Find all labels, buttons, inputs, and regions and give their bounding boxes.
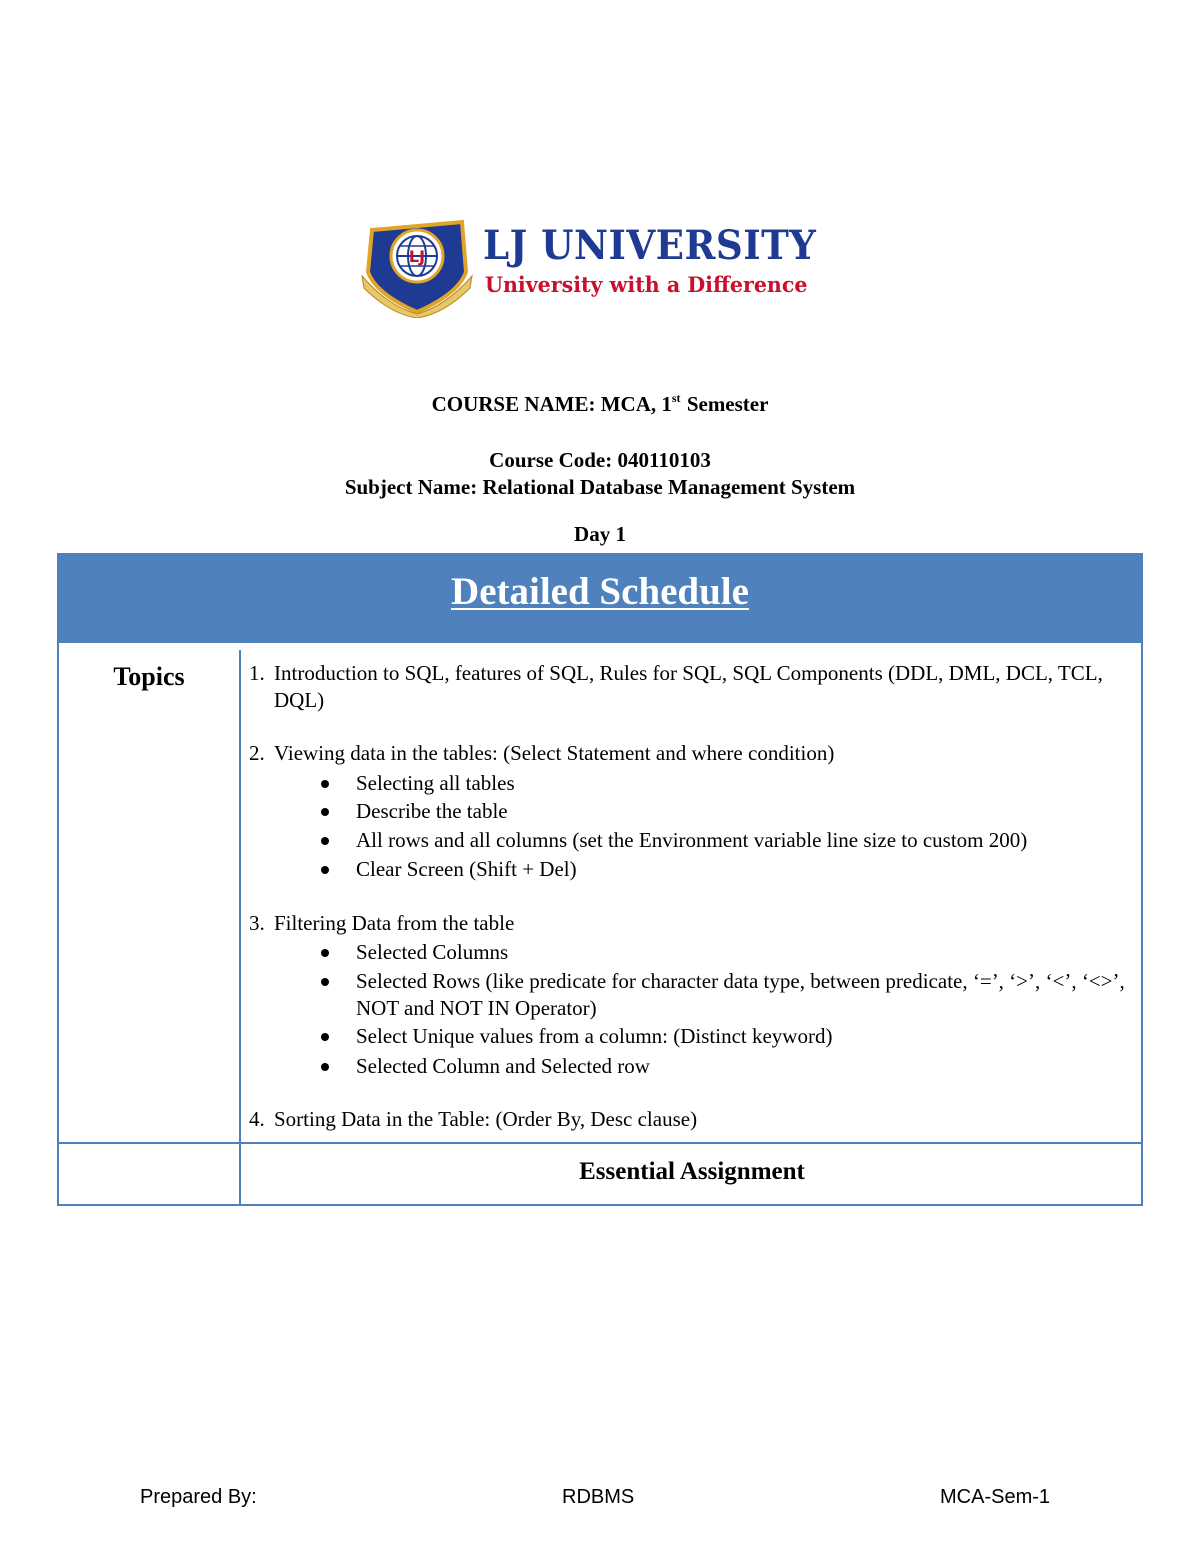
course-name: COURSE NAME: MCA, 1st Semester	[431, 391, 769, 416]
day-label: Day 1	[574, 522, 626, 546]
schedule-banner	[59, 555, 1141, 643]
footer-subject: RDBMS	[562, 1486, 635, 1508]
logo-wordmark: LJ UNIVERSITY	[483, 222, 817, 269]
topic-text: Viewing data in the tables: (Select Statement and where condition)	[274, 741, 835, 765]
footer-semester: MCA-Sem-1	[940, 1486, 1051, 1508]
topic-number: 3.	[249, 911, 265, 935]
topic-text: Filtering Data from the table	[274, 911, 515, 935]
seal-monogram: LJ	[408, 247, 426, 266]
topic-number: 4.	[249, 1107, 265, 1131]
bullet-icon	[321, 866, 329, 874]
bullet-icon	[321, 780, 329, 788]
essential-assignment-label: Essential Assignment	[579, 1158, 805, 1185]
topic-number: 2.	[249, 741, 265, 765]
logo-tagline: University with a Difference	[485, 272, 808, 297]
topic-text: Introduction to SQL, features of SQL, Rules for SQL, SQL Components (DDL, DML, DCL, TCL, DQL)	[274, 661, 1103, 712]
course-code: Course Code: 040110103	[489, 448, 711, 472]
subject-name: Subject Name: Relational Database Management System	[344, 475, 856, 499]
university-logo	[358, 214, 838, 318]
schedule-title: Detailed Schedule	[451, 570, 749, 613]
topic-text: Sorting Data in the Table: (Order By, Desc clause)	[274, 1107, 698, 1131]
detailed-schedule-table: Detailed Schedule Topics Essential Assignment 1. Introduction to SQL, features of SQL, Rules for SQL, SQL Components (DDL, DML, DCL, TCL, DQL) 2. Viewing data in the tables: (Select Statement and where condition) Selecting all tables Describe the table All rows and all columns (set the Environment variable line size to custom 200) Clear Screen (Shift + Del) 3. Filtering Data from the table Selected Columns Selected Rows (like predicate for character data type, between predicate, ‘=’, ‘>’, ‘<’, ‘<>’, NOT and NOT IN Operator) Select Unique values from a column: (Distinct keyword) Selected Column and Selected row 4. Sorting Data in the Table: (Order By, Desc clause)	[57, 553, 1143, 1206]
university-seal-icon	[358, 214, 476, 318]
footer-prepared-by: Prepared By:	[140, 1486, 257, 1508]
bullet-icon	[321, 837, 329, 845]
row-divider	[59, 1142, 1141, 1144]
bullet-icon	[321, 1063, 329, 1071]
bullet-icon	[321, 1033, 329, 1041]
bullet-icon	[321, 978, 329, 986]
bullet-icon	[321, 808, 329, 816]
topics-label: Topics	[113, 662, 185, 691]
bullet-icon	[321, 949, 329, 957]
column-divider	[239, 650, 241, 1206]
topic-number: 1.	[249, 661, 265, 685]
